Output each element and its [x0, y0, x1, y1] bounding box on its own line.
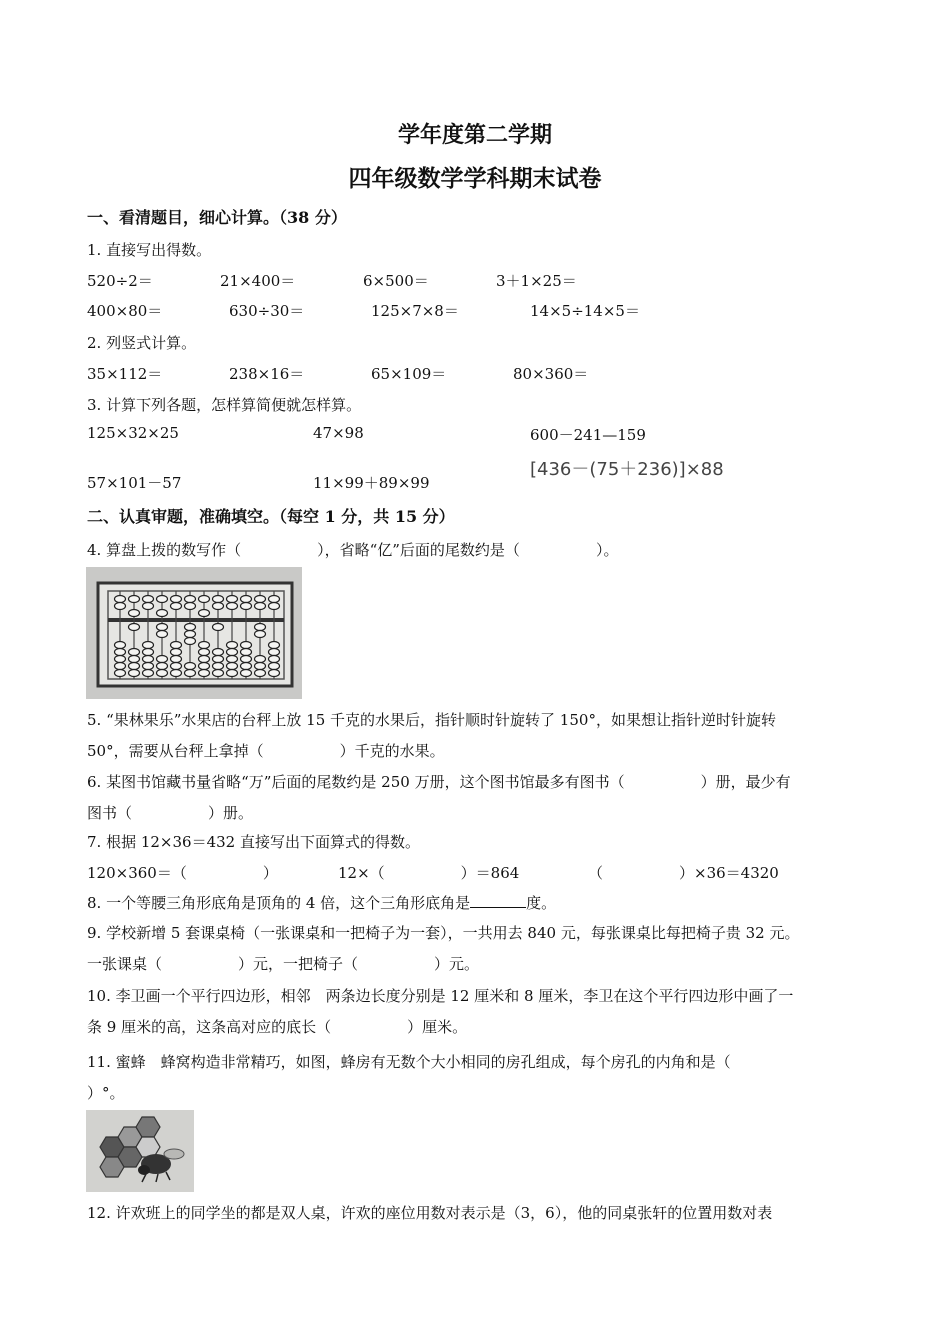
q8-text-b: 度。: [526, 894, 557, 912]
q8-text-a: 8. 一个等腰三角形底角是顶角的 4 倍，这个三角形底角是: [87, 894, 471, 912]
q6-text-c: 图书（: [87, 804, 133, 822]
q5-text-a: 50°，需要从台秤上拿掉（: [87, 742, 264, 760]
q6-line2: [87, 798, 867, 829]
q4-text-a: 4. 算盘上拨的数写作（: [87, 541, 242, 559]
q6-text-b: ）册，最少有: [700, 773, 791, 791]
q6-text-d: ）册。: [208, 804, 254, 822]
q1-label: 1. 直接写出得数。: [87, 241, 212, 259]
q4-text-b: ），省略“亿”后面的尾数约是（: [317, 541, 520, 559]
q1-item: 14×5÷14×5＝: [530, 302, 640, 320]
q7-item: [87, 862, 278, 883]
q1-item: 125×7×8＝: [371, 302, 459, 320]
q2-item: 238×16＝: [229, 365, 305, 383]
q5-line2: [87, 736, 867, 767]
section2-heading: 二、认真审题，准确填空。（每空 1 分，共 15 分）: [87, 507, 455, 526]
q6-line1: [87, 767, 867, 798]
q7-label: 7. 根据 12×36＝432 直接写出下面算式的得数。: [87, 833, 420, 851]
q2-label: 2. 列竖式计算。: [87, 334, 197, 352]
q1-item: 6×500＝: [363, 272, 429, 290]
q1-item: 3＋1×25＝: [496, 272, 577, 290]
q5-line1: 5. “果林果乐”水果店的台秤上放 15 千克的水果后，指针顺时针旋转了 150°，如果想让指针逆时针旋转: [87, 711, 776, 729]
q11-line1: 11. 蜜蜂 蜂窝构造非常精巧，如图，蜂房有无数个大小相同的房孔组成，每个房孔的内角和是（: [87, 1053, 731, 1071]
q1-item: 630÷30＝: [229, 302, 305, 320]
q3-formula: [436－(75＋236)]×88: [530, 459, 724, 480]
q1-item: 21×400＝: [220, 272, 296, 290]
q9-line2: [87, 949, 867, 980]
q2-item: 65×109＝: [371, 365, 447, 383]
q11-question: [87, 1047, 867, 1109]
q7-item-text: 120×360＝（: [87, 864, 187, 882]
q3-item: 11×99＋89×99: [313, 474, 430, 492]
q3-item: 57×101－57: [87, 474, 182, 492]
abacus-image: [86, 567, 302, 699]
q4-text-c: ）。: [595, 541, 619, 559]
q2-item: 80×360＝: [513, 365, 589, 383]
beehive-drawing: [86, 1110, 194, 1192]
q12-line1: 12. 许欢班上的同学坐的都是双人桌，许欢的座位用数对表示是（3，6），他的同桌张轩的位置用数对表: [87, 1204, 773, 1222]
q12-question: [87, 1198, 867, 1229]
q10-line1: 10. 李卫画一个平行四边形，相邻 两条边长度分别是 12 厘米和 8 厘米，李卫在这个平行四边形中画了一: [87, 987, 794, 1005]
q10-text-a: 条 9 厘米的高，这条高对应的底长（: [87, 1018, 332, 1036]
q7-item: [338, 862, 519, 883]
q7-item-text: （: [588, 864, 604, 882]
q8-question: [87, 892, 556, 913]
q1-item: 520÷2＝: [87, 272, 153, 290]
exam-title-subject: 四年级数学学科期末试卷: [348, 165, 602, 192]
q10-text-b: ）厘米。: [407, 1018, 468, 1036]
q9-question: [87, 918, 867, 980]
q2-item: 35×112＝: [87, 365, 163, 383]
q11-line2: ）°。: [87, 1084, 125, 1102]
q4-question: [87, 539, 618, 560]
q6-question: [87, 767, 867, 829]
q9-text-b: ）元，一把椅子（: [238, 955, 359, 973]
q5-text-b: ）千克的水果。: [339, 742, 445, 760]
section1-heading: 一、看清题目，细心计算。（38 分）: [87, 208, 347, 227]
q7-item: [588, 862, 779, 883]
exam-title-term: 学年度第二学期: [397, 122, 552, 148]
q7-item-text: 12×（: [338, 864, 385, 882]
q9-line1: 9. 学校新增 5 套课桌椅（一张课桌和一把椅子为一套），一共用去 840 元，每张课桌比每把椅子贵 32 元。: [87, 924, 800, 942]
beehive-image: [86, 1110, 194, 1192]
abacus-drawing: [86, 567, 302, 699]
q7-item-text: ）＝864: [460, 864, 520, 882]
q5-question: [87, 705, 867, 767]
q10-line2: [87, 1012, 867, 1043]
q3-label: 3. 计算下列各题，怎样算简便就怎样算。: [87, 396, 362, 414]
q8-answer-underline[interactable]: [470, 893, 526, 908]
q3-item: 125×32×25: [87, 424, 179, 442]
q10-question: [87, 981, 867, 1043]
q7-item-text: ）: [262, 864, 278, 882]
q6-text-a: 6. 某图书馆藏书量省略“万”后面的尾数约是 250 万册，这个图书馆最多有图书（: [87, 773, 625, 791]
q3-item: 600－241—159: [530, 426, 646, 444]
q3-item: 47×98: [313, 424, 364, 442]
q9-text-c: ）元。: [434, 955, 480, 973]
q1-item: 400×80＝: [87, 302, 163, 320]
q7-item-text: ）×36＝4320: [679, 864, 779, 882]
q9-text-a: 一张课桌（: [87, 955, 163, 973]
